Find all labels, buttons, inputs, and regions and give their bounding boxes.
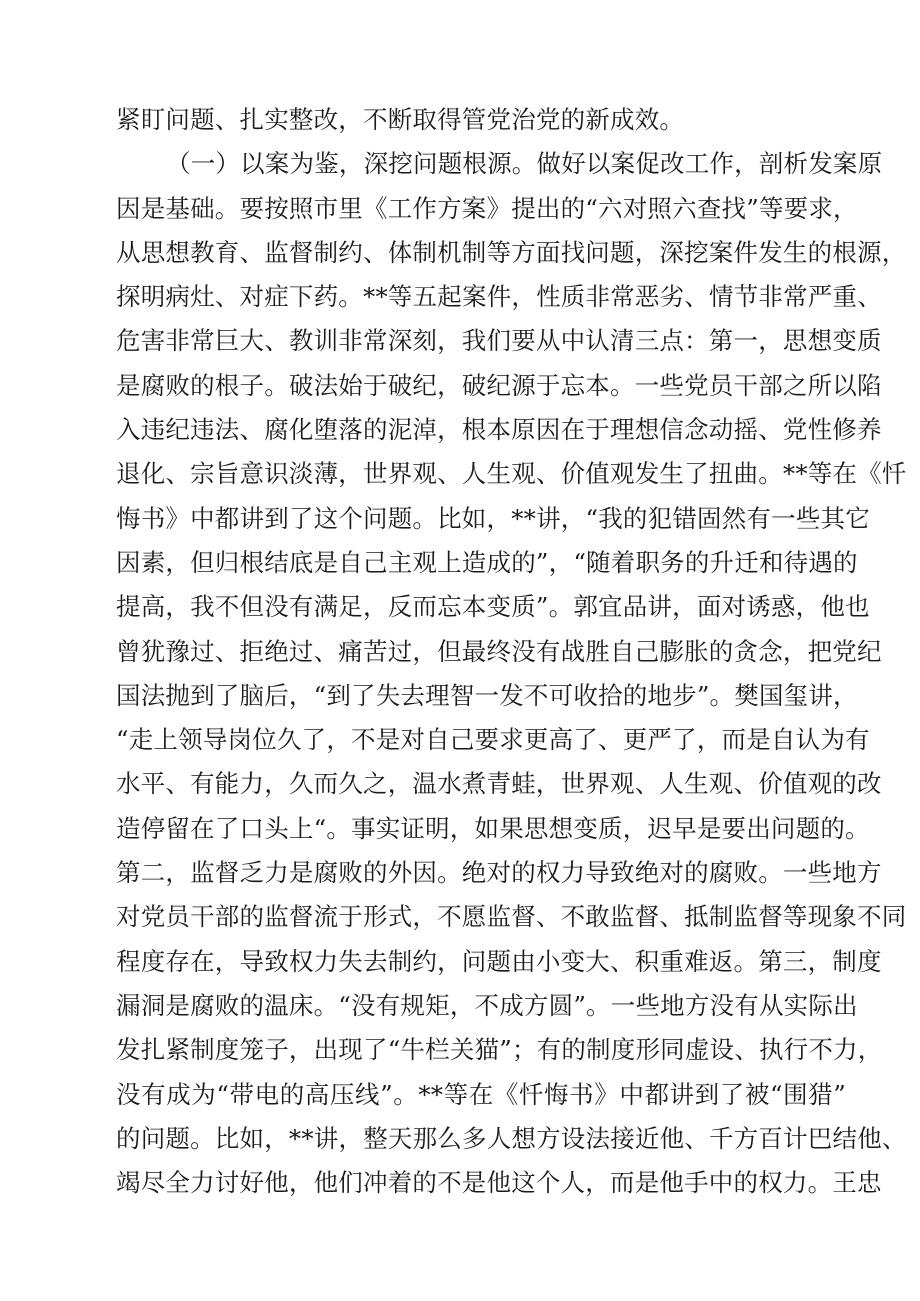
text-line: 程度存在，导致权力失去制约，问题由小变大、积重难返。第三，制度 [116, 946, 882, 976]
text-line: 竭尽全力讨好他，他们冲着的不是他这个人，而是他手中的权力。王忠 [116, 1168, 882, 1198]
text-line: 从思想教育、监督制约、体制机制等方面找问题，深挖案件发生的根源， [116, 237, 907, 267]
text-line: 曾犹豫过、拒绝过、痛苦过，但最终没有战胜自己膨胀的贪念，把党纪 [116, 636, 882, 666]
text-line: 悔书》中都讲到了这个问题。比如，**讲，“我的犯错固然有一些其它 [116, 503, 870, 533]
text-line: 没有成为“带电的高压线”。**等在《忏悔书》中都讲到了被“围猎” [116, 1079, 846, 1109]
text-line: 的问题。比如，**讲，整天那么多人想方设法接近他、千方百计巴结他、 [116, 1123, 907, 1153]
text-line: 发扎紧制度笼子，出现了“牛栏关猫”；有的制度形同虚设、执行不力， [116, 1035, 883, 1065]
text-line: 探明病灶、对症下药。**等五起案件，性质非常恶劣、情节非常严重、 [116, 282, 882, 312]
section-heading-line: （一）以案为鉴，深挖问题根源。做好以案促改工作，剖析发案原 [166, 149, 883, 179]
text-line: 第二，监督乏力是腐败的外因。绝对的权力导致绝对的腐败。一些地方 [116, 858, 882, 888]
text-line: 入违纪违法、腐化堕落的泥淖，根本原因在于理想信念动摇、党性修养 [116, 415, 882, 445]
text-line: 是腐败的根子。破法始于破纪，破纪源于忘本。一些党员干部之所以陷 [116, 370, 882, 400]
text-line: 造停留在了口头上“。事实证明，如果思想变质，迟早是要出问题的。 [116, 813, 870, 843]
text-line: 退化、宗旨意识淡薄，世界观、人生观、价值观发生了扭曲。**等在《忏 [116, 459, 907, 489]
text-line: 水平、有能力，久而久之，温水煮青蛙，世界观、人生观、价值观的改 [116, 769, 882, 799]
text-line: “走上领导岗位久了，不是对自己要求更高了、更严了，而是自认为有 [116, 725, 870, 755]
text-line: 漏洞是腐败的温床。“没有规矩，不成方圆”。一些地方没有从实际出 [116, 990, 858, 1020]
text-line: 对党员干部的监督流于形式，不愿监督、不敢监督、抵制监督等现象不同 [116, 902, 907, 932]
text-line: 因素，但归根结底是自己主观上造成的”，“随着职务的升迁和待遇的 [116, 547, 858, 577]
text-line: 提高，我不但没有满足，反而忘本变质”。郭宜品讲，面对诱惑，他也 [116, 592, 870, 622]
text-line: 危害非常巨大、教训非常深刻，我们要从中认清三点：第一，思想变质 [116, 326, 882, 356]
text-line: 紧盯问题、扎实整改，不断取得管党治党的新成效。 [116, 105, 685, 134]
text-line: 国法抛到了脑后，“到了失去理智一发不可收拾的地步”。樊国玺讲， [116, 680, 858, 710]
text-line: 因是基础。要按照市里《工作方案》提出的“六对照六查找”等要求， [116, 193, 858, 223]
document-body [116, 98, 907, 1205]
